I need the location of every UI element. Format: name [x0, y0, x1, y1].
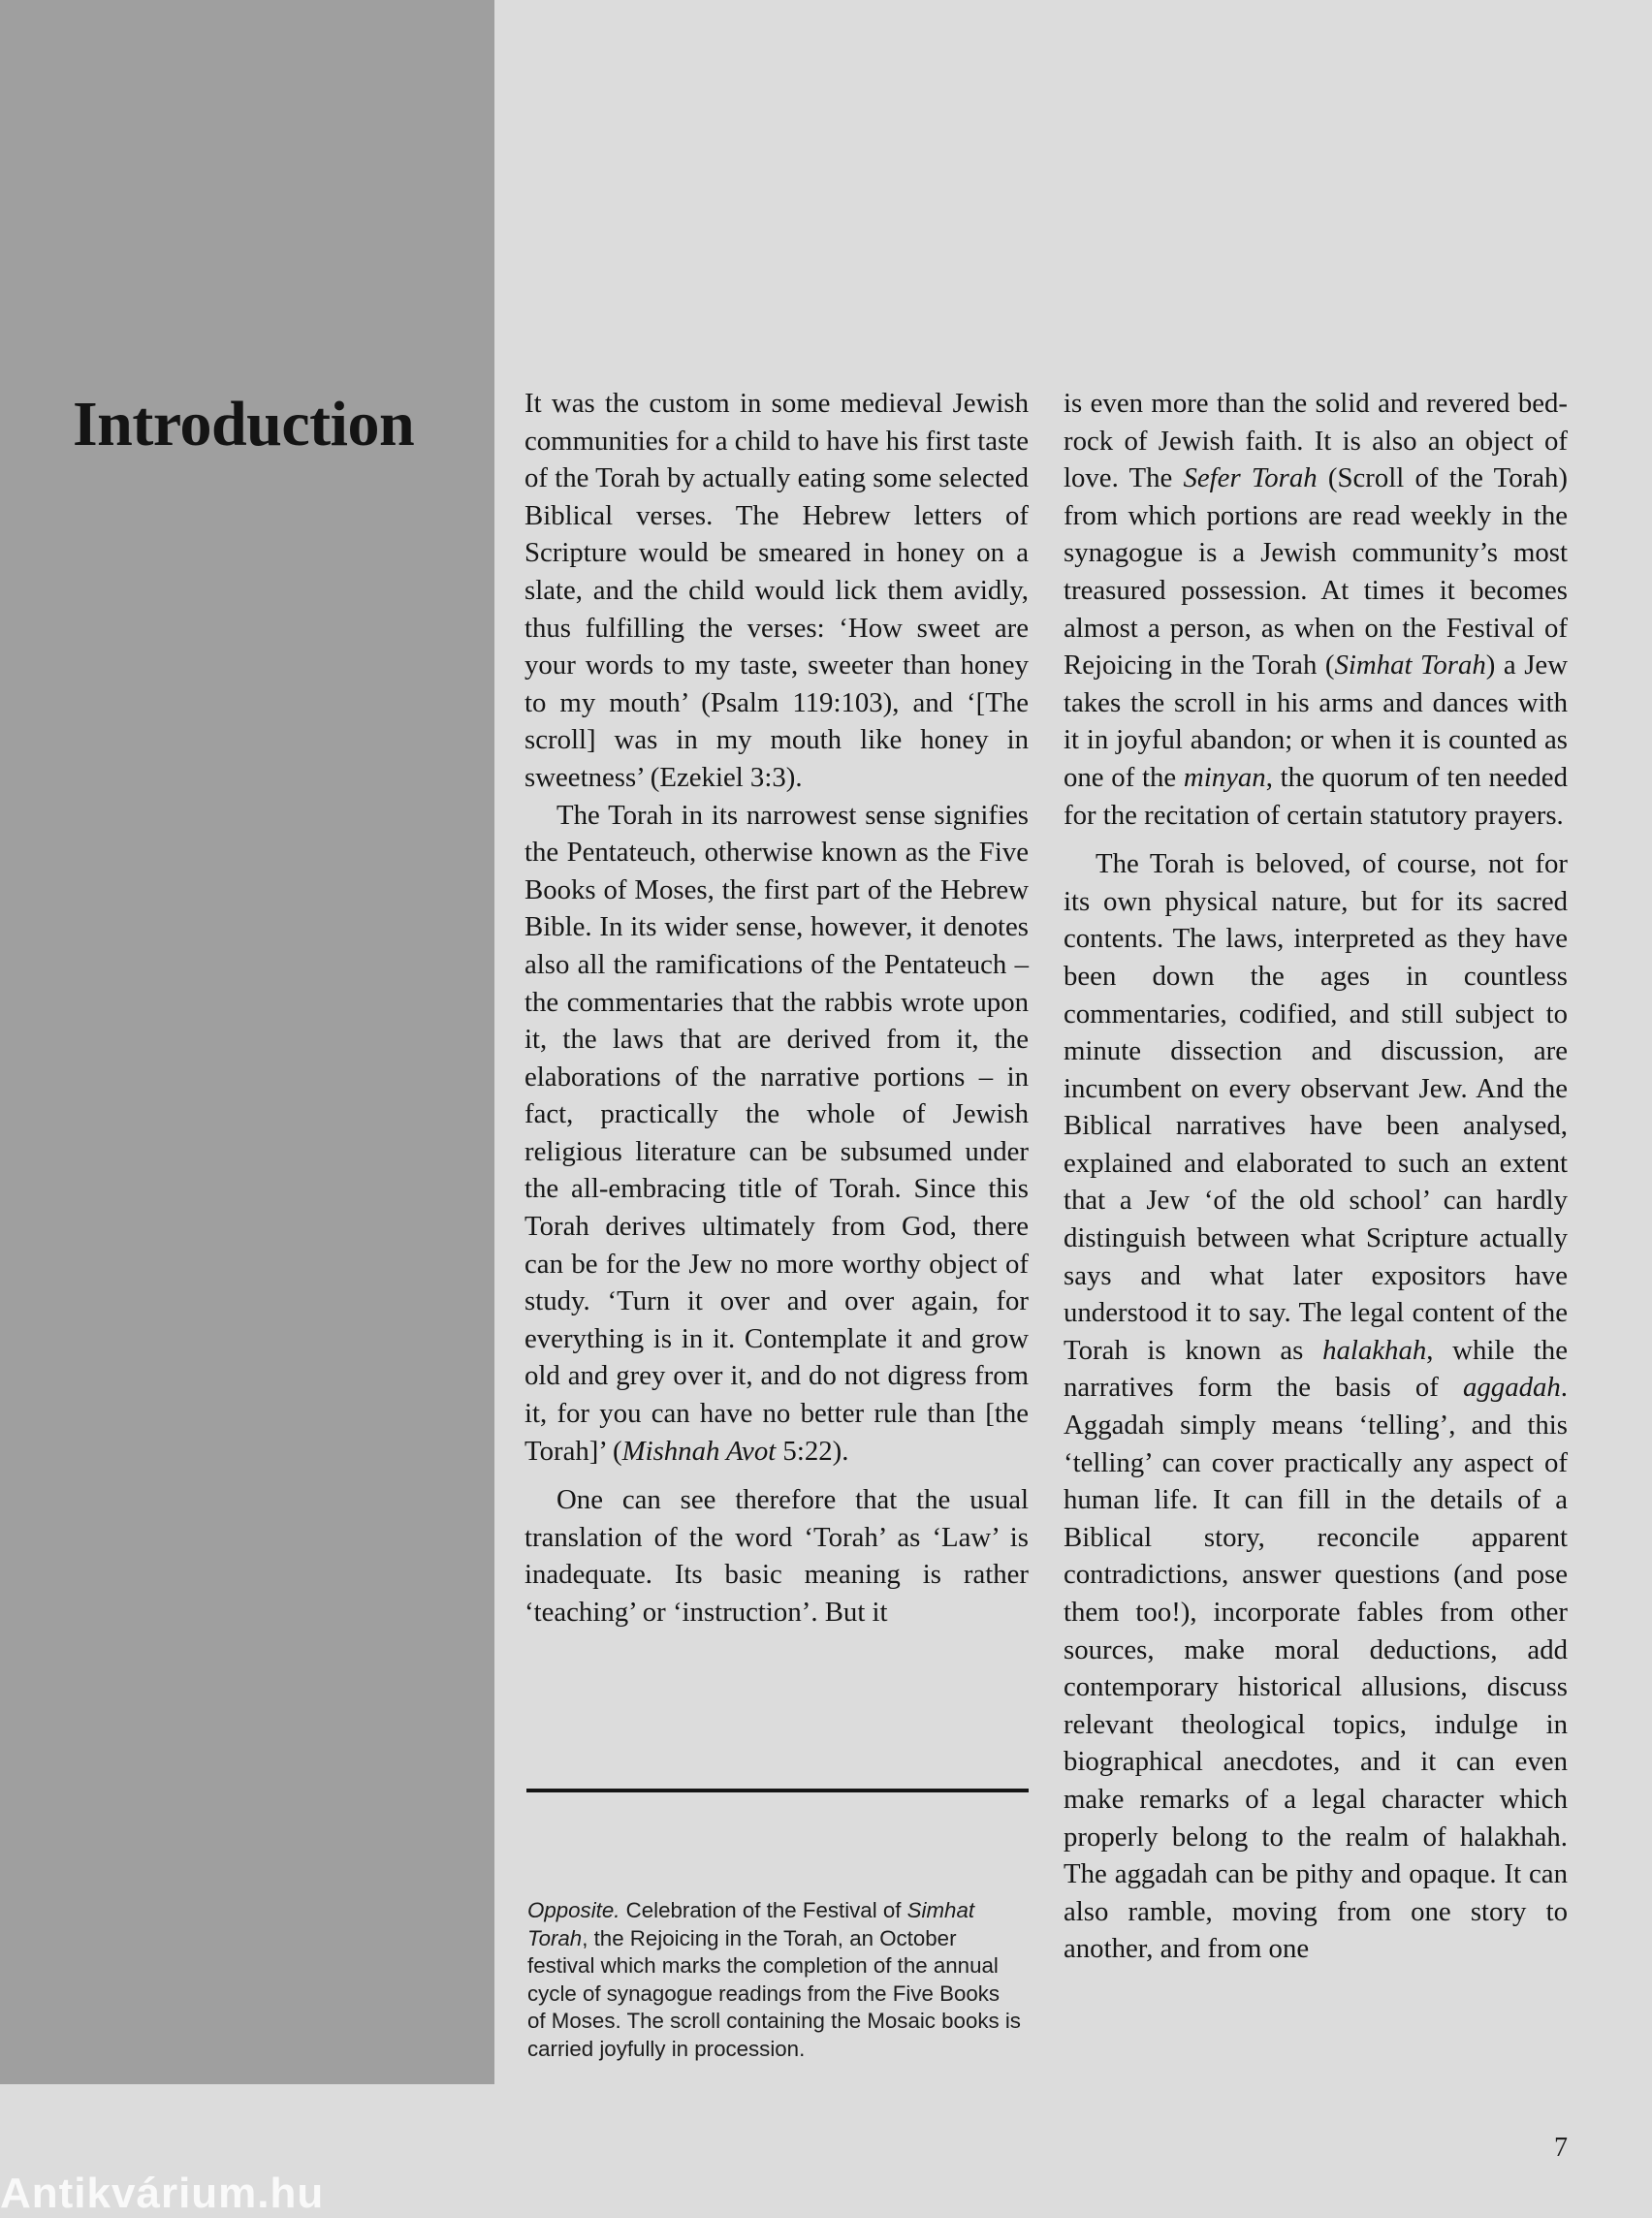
text-run: One can see therefore that the usual translation of the word ‘Torah’ as ‘Law’ is inadequate. Its basic meaning is rather ‘teaching’ or ‘instruction’. But it — [524, 1484, 1029, 1628]
paragraph — [524, 385, 1029, 797]
italic-text: halakhah — [1322, 1334, 1427, 1366]
text-run: ) a Jew takes the scroll in his arms and dances with it in joyful abandon; or when it is counted as one of the — [1064, 650, 1568, 793]
text-run: Celebration of the Festival of — [620, 1898, 907, 1922]
italic-text: Simhat Torah — [527, 1898, 975, 1950]
text-run: It was the custom in some medieval Jewish communities for a child to have his first taste of the Torah by actually eating some selected Biblical verses. The Hebrew letters of Scripture would be smeared in honey on a slate, and the child would lick them avidly, thus fulfilling the verses: ‘How sweet are your words to my taste, sweeter than honey to my mouth’ (Psalm 119:103), and ‘[The scroll] was in my mouth like honey in sweetness’ (Ezekiel 3:3). — [524, 388, 1029, 793]
text-run: 5:22). — [776, 1435, 849, 1467]
italic-text: Opposite. — [527, 1898, 620, 1922]
paragraph — [1064, 385, 1568, 834]
page-number: 7 — [1554, 2133, 1568, 2163]
text-run: . Aggadah simply means ‘telling’, and this ‘telling’ can cover practically any aspect of human life. It can fill in the details of a Biblical story, reconcile apparent contradictions, answer questions (and pose them too!), incorporate fables from other sources, make moral deductions, add contemporary historical allusions, discuss relevant theological topics, indulge in biographical anecdotes, and it can even make remarks of a legal character which properly belong to the realm of halakhah. The aggadah can be pithy and opaque. It can also ramble, moving from one story to another, and from one — [1064, 1372, 1568, 1965]
text-run: The Torah in its narrowest sense signifies the Pentateuch, otherwise known as the Five Books of Moses, the first part of the Hebrew Bible. In its wider sense, however, it denotes also all the ramifications of the Pentateuch – the commentaries that the rabbis wrote upon it, the laws that are derived from it, the elaborations of the narrative portions – in fact, practically the whole of Jewish religious literature can be subsumed under the all-embracing title of Torah. Since this Torah derives ultimately from God, there can be for the Jew no more worthy object of study. ‘Turn it over and over again, for everything is in it. Contemplate it and grow old and grey over it, and do not digress from it, for you can have no better rule than [the Torah]’ ( — [524, 799, 1029, 1467]
italic-text: Mishnah Avot — [621, 1435, 777, 1467]
italic-text: Simhat Torah — [1334, 650, 1486, 681]
side-band — [0, 0, 494, 2084]
paragraph — [524, 1481, 1029, 1631]
image-caption — [527, 1897, 1022, 2064]
text-run: is even more than the solid and revered bed-rock of Jewish faith. It is also an object of love. The — [1064, 388, 1568, 494]
text-run: , the quorum of ten needed for the recitation of certain statutory prayers. — [1064, 761, 1568, 831]
caption-text — [527, 1897, 1022, 2064]
italic-text: minyan — [1183, 761, 1266, 793]
text-run: , while the narratives form the basis of — [1064, 1334, 1568, 1404]
text-run: , the Rejoicing in the Torah, an October festival which marks the completion of the annual cycle of synagogue readings from the Five Books of Moses. The scroll containing the Mosaic books is carried joyfully in procession. — [527, 1925, 1021, 2061]
divider-rule — [526, 1789, 1029, 1792]
italic-text: Sefer Torah — [1183, 462, 1318, 494]
page-title: Introduction — [73, 389, 415, 459]
text-column-left — [524, 385, 1029, 1632]
text-run: (Scroll of the Torah) from which portions are read weekly in the synagogue is a Jewish community’s most treasured possession. At times it becomes almost a person, as when on the Festival of Rejoicing in the Torah ( — [1064, 462, 1568, 681]
italic-text: aggadah — [1463, 1372, 1561, 1404]
text-column-right — [1064, 385, 1568, 1968]
paragraph — [524, 797, 1029, 1471]
watermark: Antikvárium.hu — [0, 2170, 325, 2217]
paragraph — [1064, 845, 1568, 1968]
text-run: The Torah is beloved, of course, not for its own physical nature, but for its sacred contents. The laws, interpreted as they have been down the ages in countless commentaries, codified, and still subject to minute dissection and discussion, are incumbent on every observant Jew. And the Biblical narratives have been analysed, explained and elaborated to such an extent that a Jew ‘of the old school’ can hardly distinguish between what Scripture actually says and what later expositors have understood it to say. The legal content of the Torah is known as — [1064, 848, 1568, 1366]
